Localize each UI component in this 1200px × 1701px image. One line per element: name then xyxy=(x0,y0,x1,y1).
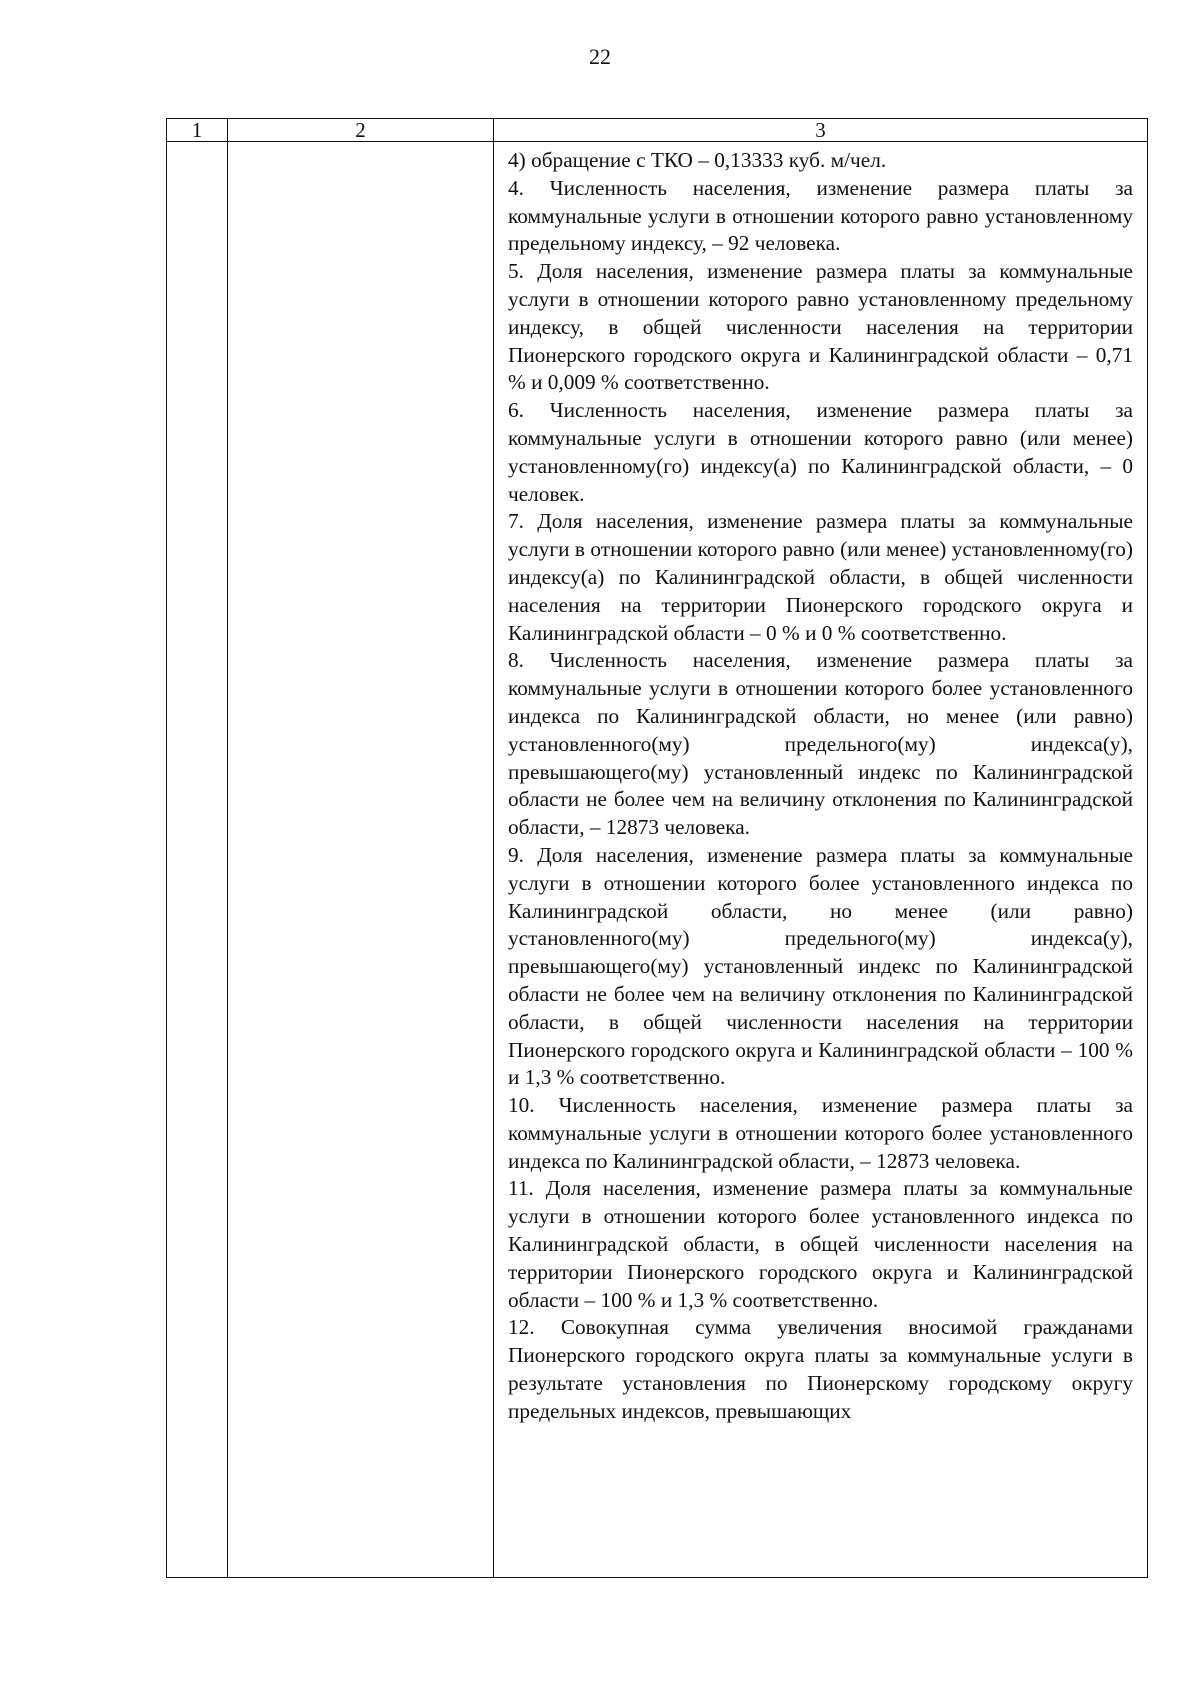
paragraph-item-10: 10. Численность населения, изменение размера платы за коммунальные услуги в отношении которого более установленного индекса по Калининградской области, – 12873 человека. xyxy=(508,1093,1133,1173)
paragraph-item-6: 6. Численность населения, изменение размера платы за коммунальные услуги в отношении которого равно (или менее) установленному(го) индексу(а) по Калининградской области, – 0 человек. xyxy=(508,398,1133,506)
paragraph-item-9: 9. Доля населения, изменение размера платы за коммунальные услуги в отношении которого более установленного индекса по Калининградской области, но менее (или равно) установленного(му) предельного(му) индекса(у), превышающего(му) установленный индекс по Калининградской области не более чем на величину отклонения по Калининградской области, в общей численности населения на территории Пионерского городского округа и Калининградской области – 100 % и 1,3 % соответственно. xyxy=(508,842,1133,1090)
paragraph-item-5: 5. Доля населения, изменение размера платы за коммунальные услуги в отношении которого равно установленному предельному индексу, в общей численности населения на территории Пионерского городского округа и Калининградской области – 0,71 % и 0,009 % соответственно. xyxy=(508,259,1133,395)
paragraph-item-8: 8. Численность населения, изменение размера платы за коммунальные услуги в отношении которого более установленного индекса по Калининградской области, но менее (или равно) установленного(му) предельного(му) индекса(у), превышающего(му) установленный индекс по Калининградской области не более чем на величину отклонения по Калининградской области, – 12873 человека. xyxy=(508,648,1133,840)
paragraph-item-12: 12. Совокупная сумма увеличения вносимой гражданами Пионерского городского округа платы за коммунальные услуги в результате установления по Пионерскому городскому округу предельных индексов, превышающих xyxy=(508,1315,1133,1423)
paragraph-item-11: 11. Доля населения, изменение размера платы за коммунальные услуги в отношении которого более установленного индекса по Калининградской области, в общей численности населения на территории Пионерского городского округа и Калининградской области – 100 % и 1,3 % соответственно. xyxy=(508,1176,1133,1312)
table-header-row xyxy=(167,119,1148,142)
column-header-2: 2 xyxy=(228,119,494,142)
paragraph-item-7: 7. Доля населения, изменение размера платы за коммунальные услуги в отношении которого равно (или менее) установленному(го) индексу(а) по Калининградской области, в общей численности населения на территории Пионерского городского округа и Калининградской области – 0 % и 0 % соответственно. xyxy=(508,509,1133,645)
document-table xyxy=(166,118,1148,1578)
column-header-3: 3 xyxy=(494,119,1148,142)
table-cell-content xyxy=(494,142,1148,1578)
column-header-1: 1 xyxy=(167,119,228,142)
paragraph-item-4-waste: 4) обращение с ТКО – 0,13333 куб. м/чел. xyxy=(508,148,887,172)
table-body-row xyxy=(167,142,1148,1578)
paragraph-item-4: 4. Численность населения, изменение размера платы за коммунальные услуги в отношении которого равно установленному предельному индексу, – 92 человека. xyxy=(508,175,1133,256)
table-cell-col1 xyxy=(167,142,228,1578)
page-number: 22 xyxy=(589,44,611,69)
table-cell-col2 xyxy=(228,142,494,1578)
